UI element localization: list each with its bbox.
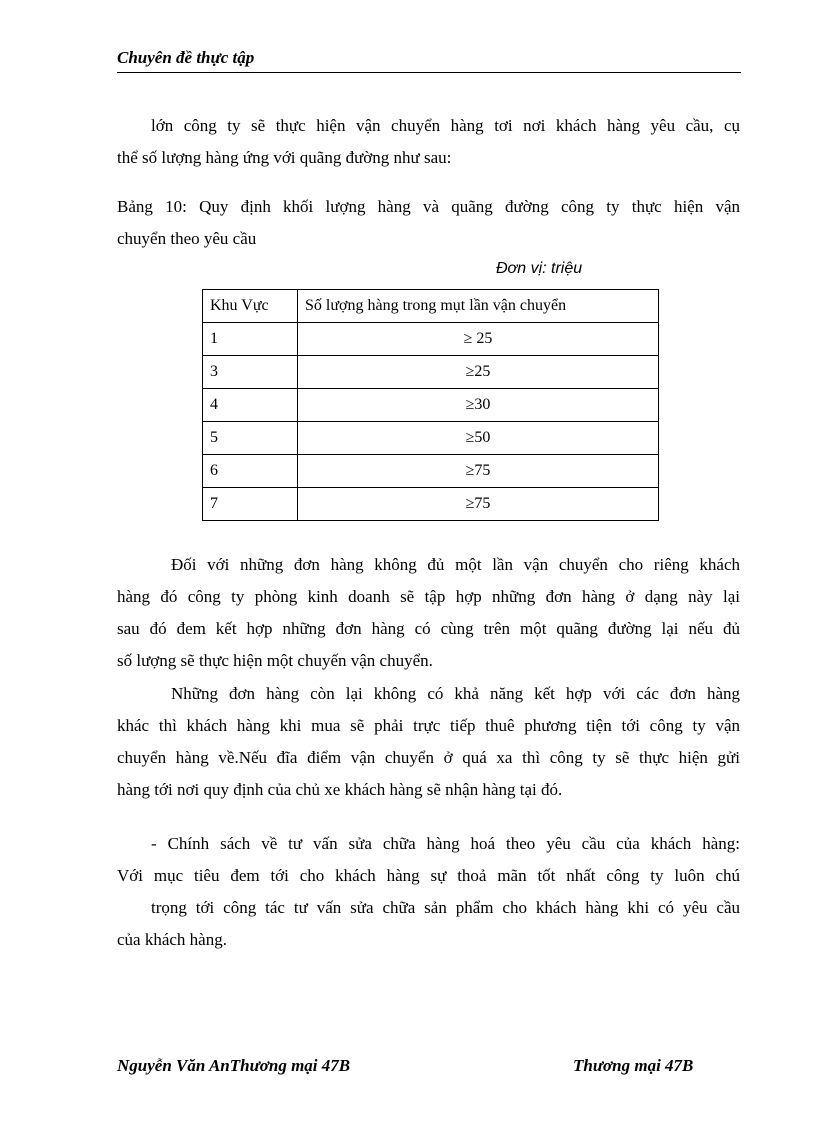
header-region: Khu Vực — [203, 290, 298, 323]
para3-line-2: Với mục tiêu đem tới cho khách hàng sự thoả mãn tốt nhất công ty luôn chú — [117, 866, 740, 885]
cell-quantity: ≥50 — [298, 422, 659, 455]
table-caption — [117, 191, 740, 255]
header-title: Chuyên đề thực tập — [117, 48, 255, 67]
cell-region: 7 — [203, 488, 298, 521]
table-row — [203, 422, 659, 455]
table-row — [203, 323, 659, 356]
para1-line-1: Đối với những đơn hàng không đủ một lần vận chuyển cho riêng khách — [171, 555, 740, 574]
table-row — [203, 488, 659, 521]
header-quantity: Số lượng hàng trong mụt lần vận chuyển — [298, 290, 659, 323]
para2-line-3: chuyển hàng về.Nếu đĩa điểm vận chuyển ở quá xa thì công ty sẽ thực hiện gửi — [117, 748, 740, 767]
para1-line-3: sau đó đem kết hợp những đơn hàng có cùng trên một quãng đường lại nếu đủ — [117, 619, 740, 638]
para3-line-1: - Chính sách về tư vấn sửa chữa hàng hoá theo yêu cầu của khách hàng: — [151, 834, 740, 853]
para3-line-3: trọng tới công tác tư vấn sửa chữa sản phẩm cho khách hàng khi có yêu cầu — [151, 898, 740, 917]
table-row — [203, 455, 659, 488]
paragraph-1 — [117, 549, 740, 677]
cell-region: 1 — [203, 323, 298, 356]
caption-line-2: chuyển theo yêu cầu — [117, 229, 257, 248]
para2-line-4: hàng tới nơi quy định của chủ xe khách hàng sẽ nhận hàng tại đó. — [117, 780, 563, 799]
cell-region: 6 — [203, 455, 298, 488]
intro-line-2: thể số lượng hàng ứng với quãng đường như sau: — [117, 148, 452, 167]
cell-region: 3 — [203, 356, 298, 389]
caption-line-1: Bảng 10: Quy định khối lượng hàng và quãng đường công ty thực hiện vận — [117, 197, 740, 216]
table-row — [203, 356, 659, 389]
paragraph-3 — [117, 828, 740, 956]
cell-quantity: ≥25 — [298, 356, 659, 389]
footer-left: Nguyễn Văn AnThương mại 47B — [117, 1056, 351, 1075]
para3-line-4: của khách hàng. — [117, 930, 227, 949]
para2-line-1: Những đơn hàng còn lại không có khả năng kết hợp với các đơn hàng — [171, 684, 740, 703]
cell-quantity: ≥75 — [298, 488, 659, 521]
para1-line-4: số lượng sẽ thực hiện một chuyến vận chuyển. — [117, 651, 433, 670]
cell-region: 4 — [203, 389, 298, 422]
unit-label: Đơn vị: triệu — [496, 260, 583, 277]
shipping-table — [202, 289, 659, 521]
intro-paragraph — [117, 110, 740, 174]
cell-quantity: ≥ 25 — [298, 323, 659, 356]
cell-quantity: ≥75 — [298, 455, 659, 488]
intro-line-1: lớn công ty sẽ thực hiện vận chuyển hàng tơi nơi khách hàng yêu cầu, cụ — [151, 116, 740, 135]
para1-line-2: hàng đó công ty phòng kinh doanh sẽ tập hợp những đơn hàng ở dạng này lại — [117, 587, 740, 606]
footer-right: Thương mại 47B — [573, 1056, 694, 1075]
paragraph-2 — [117, 678, 740, 806]
table-row — [203, 389, 659, 422]
page-header — [117, 48, 741, 73]
cell-quantity: ≥30 — [298, 389, 659, 422]
para2-line-2: khác thì khách hàng khi mua sẽ phải trực tiếp thuê phương tiện tới công ty vận — [117, 716, 740, 735]
table-header-row — [203, 290, 659, 323]
cell-region: 5 — [203, 422, 298, 455]
